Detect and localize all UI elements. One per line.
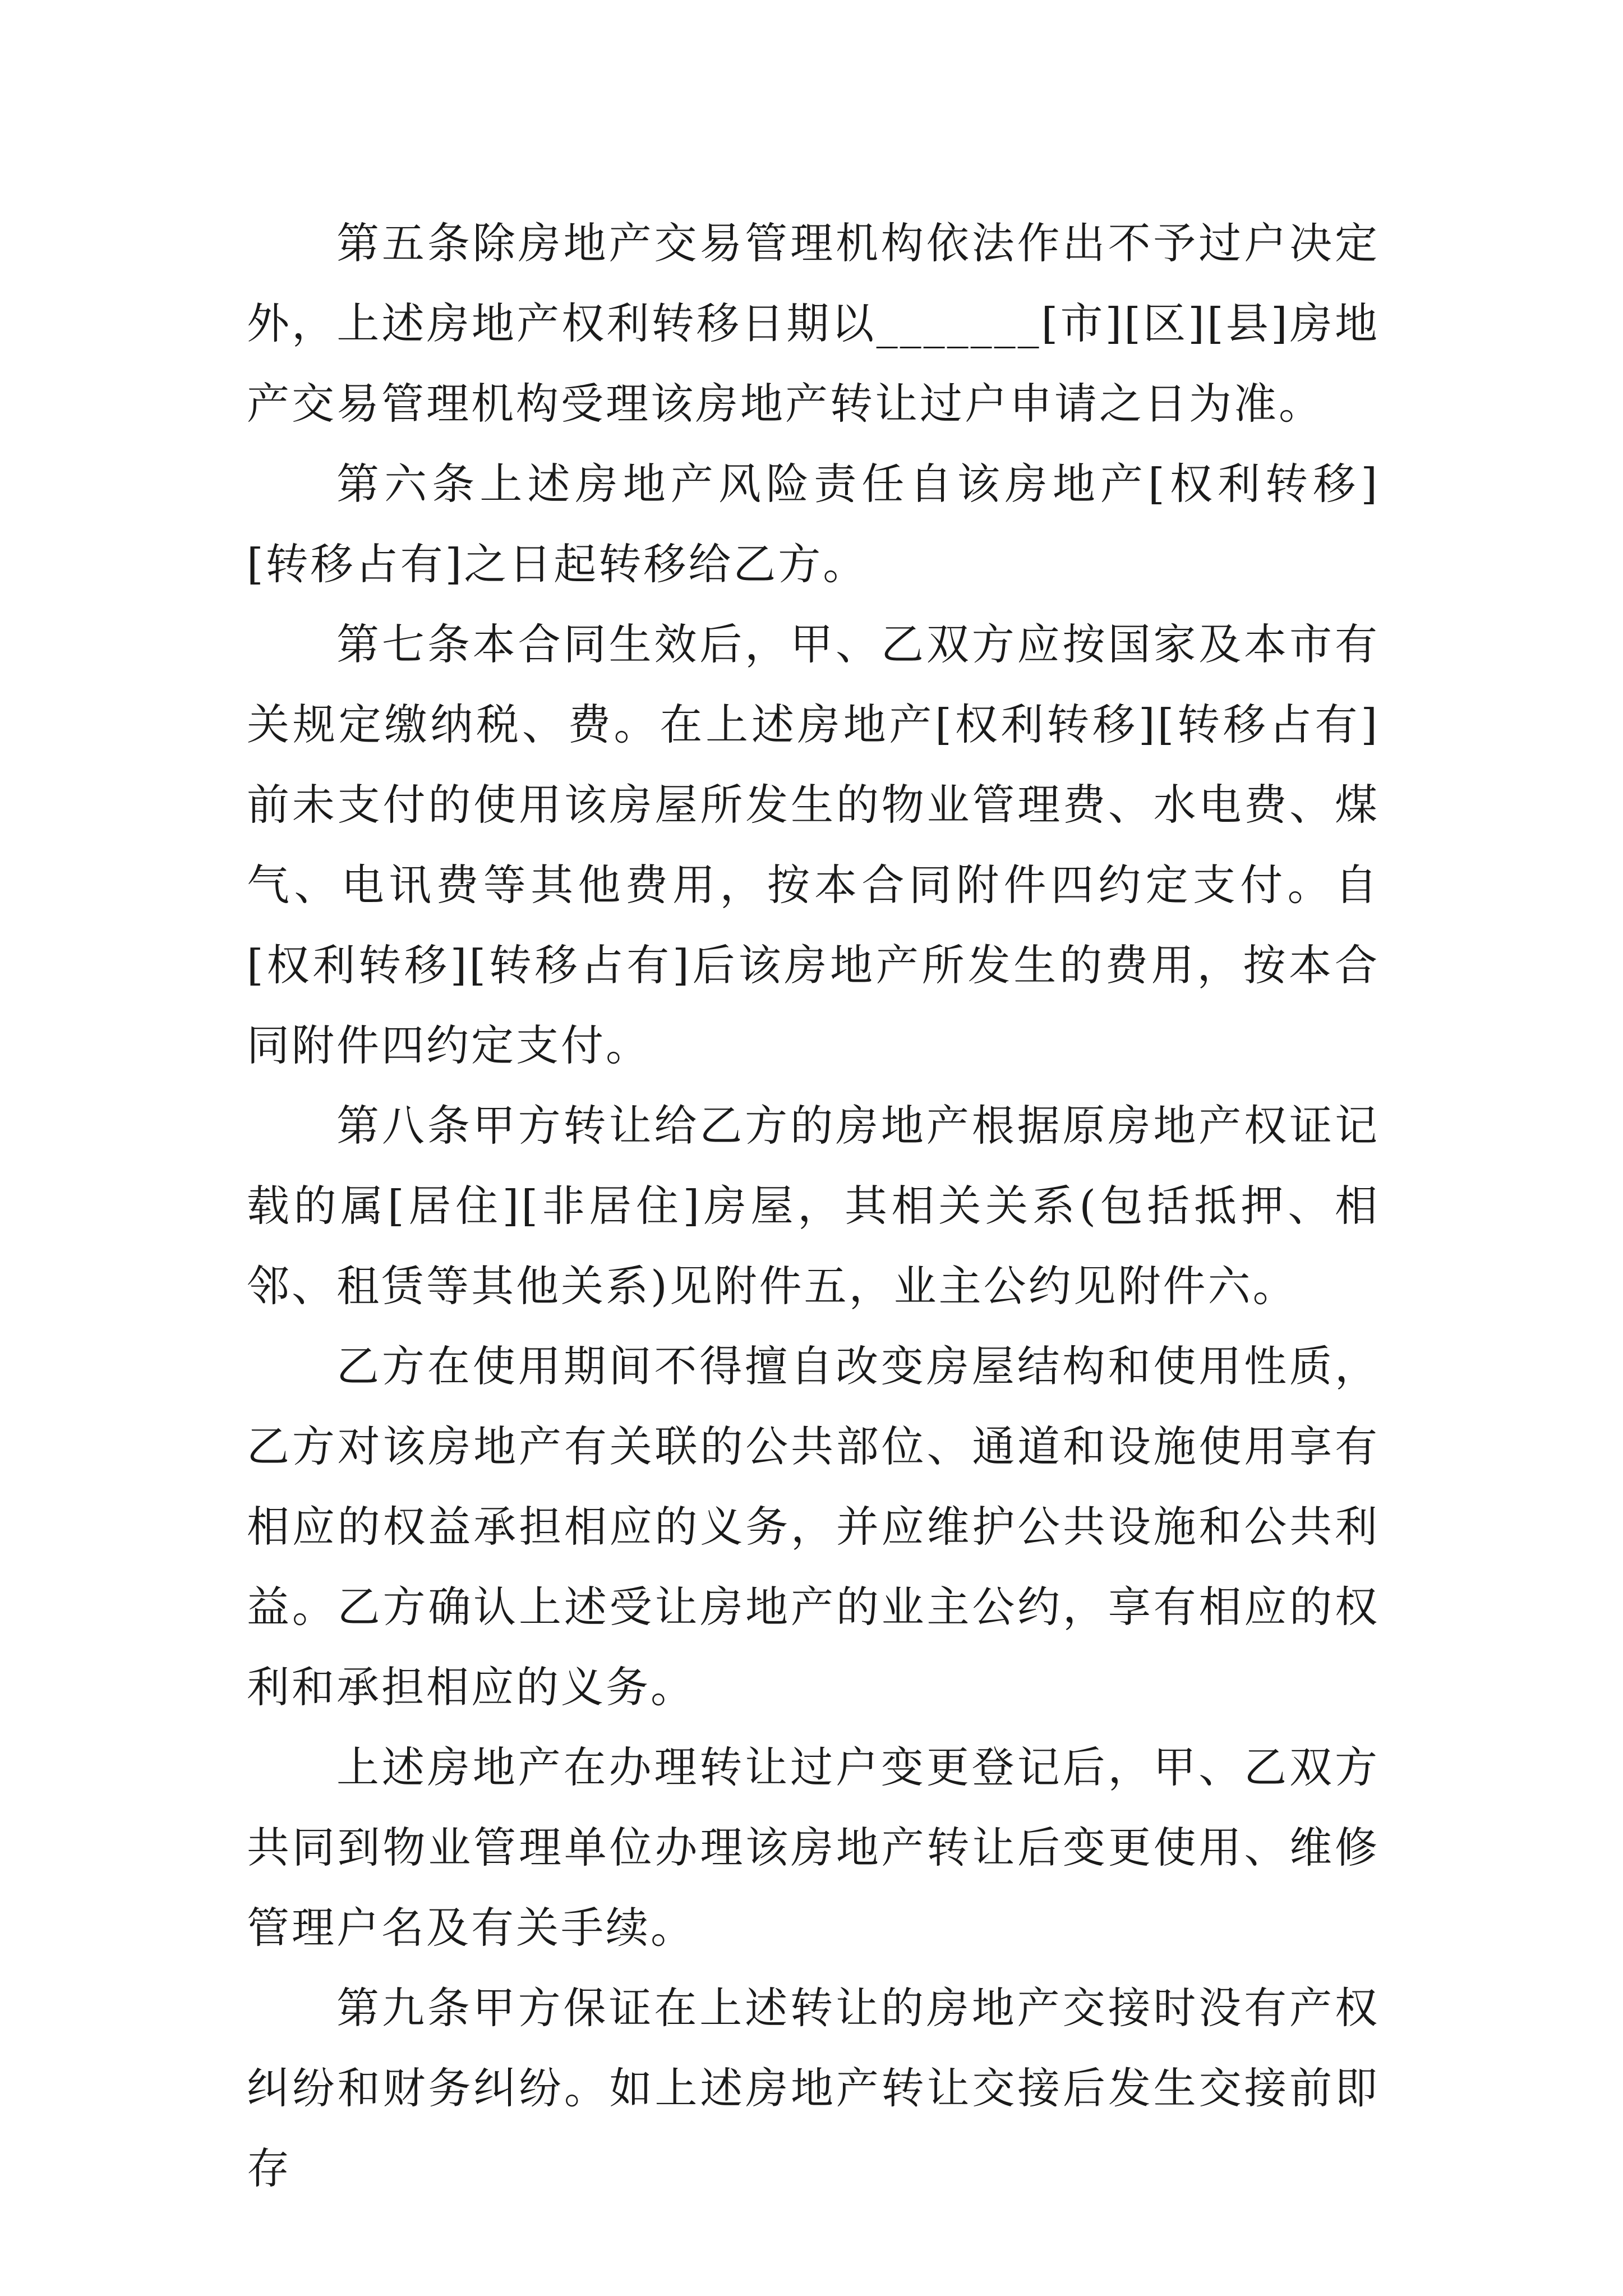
document-body [247, 203, 1380, 2208]
paragraph-article-5: 第五条除房地产交易管理机构依法作出不予过户决定外，上述房地产权利转移日期以_______[市][区][县]房地产交易管理机构受理该房地产转让过户申请之日为准。 [247, 218, 1380, 429]
paragraph-article-8-registration: 上述房地产在办理转让过户变更登记后，甲、乙双方共同到物业管理单位办理该房地产转让后变更使用、维修管理户名及有关手续。 [247, 1742, 1380, 1953]
paragraph-article-9: 第九条甲方保证在上述转让的房地产交接时没有产权纠纷和财务纠纷。如上述房地产转让交接后发生交接前即存 [247, 1983, 1380, 2193]
paragraph-article-7: 第七条本合同生效后，甲、乙双方应按国家及本市有关规定缴纳税、费。在上述房地产[权利转移][转移占有]前未支付的使用该房屋所发生的物业管理费、水电费、煤气、电讯费等其他费用，按本合同附件四约定支付。自[权利转移][转移占有]后该房地产所发生的费用，按本合同附件四约定支付。 [247, 619, 1380, 1070]
paragraph-article-6: 第六条上述房地产风险责任自该房地产[权利转移][转移占有]之日起转移给乙方。 [247, 459, 1380, 589]
paragraph-article-8-usage: 乙方在使用期间不得擅自改变房屋结构和使用性质，乙方对该房地产有关联的公共部位、通道和设施使用享有相应的权益承担相应的义务，并应维护公共设施和公共利益。乙方确认上述受让房地产的业主公约，享有相应的权利和承担相应的义务。 [247, 1341, 1380, 1712]
paragraph-article-8: 第八条甲方转让给乙方的房地产根据原房地产权证记载的属[居住][非居住]房屋，其相关关系(包括抵押、相邻、租赁等其他关系)见附件五，业主公约见附件六。 [247, 1101, 1380, 1311]
